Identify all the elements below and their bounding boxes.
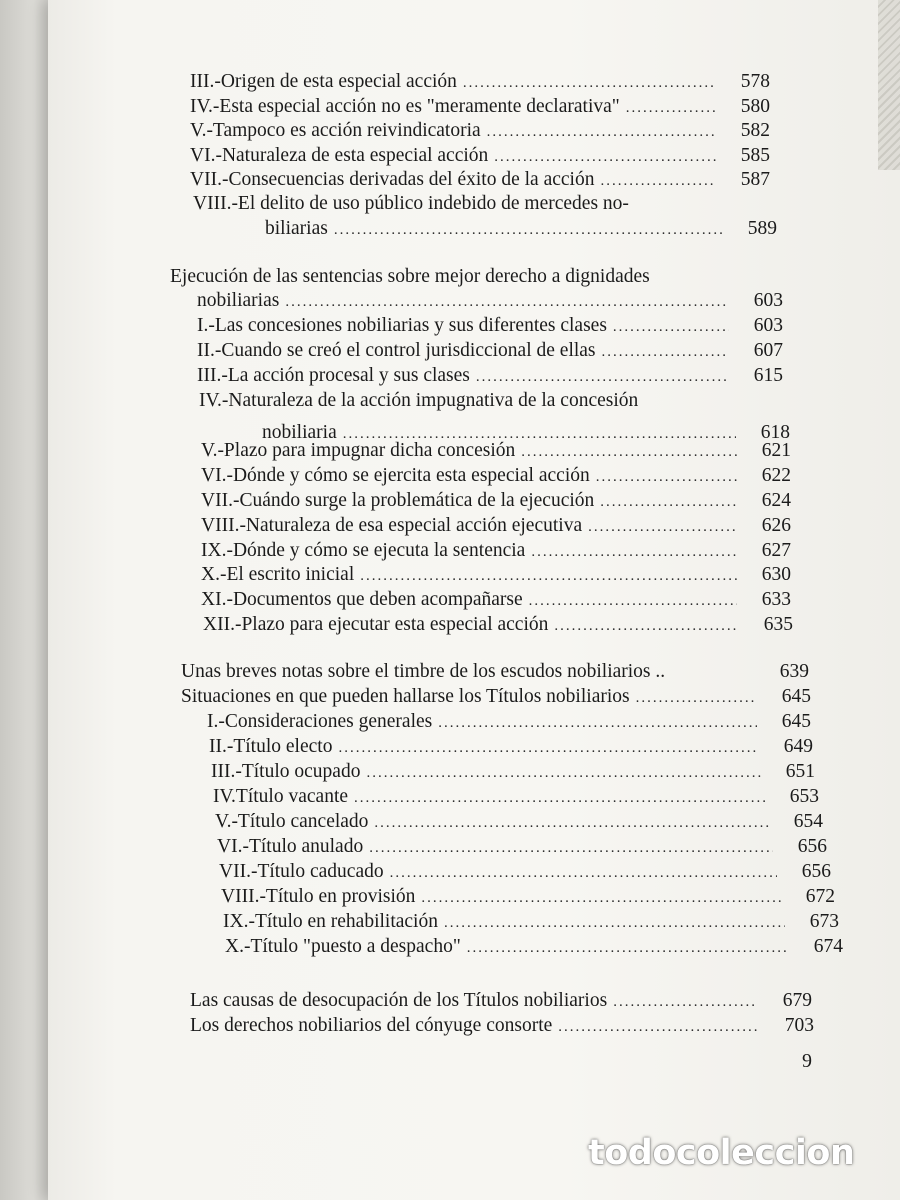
toc-entry-title: III.-Título ocupado — [211, 761, 361, 782]
toc-entry — [209, 734, 813, 760]
toc-entry-page: 621 — [761, 440, 791, 461]
toc-entry — [201, 438, 791, 464]
toc-entry-title: X.-El escrito inicial — [201, 564, 355, 585]
leader-dots — [438, 710, 757, 736]
leader-dots — [463, 70, 716, 96]
toc-entry-page: 630 — [761, 564, 791, 585]
leader-dots — [613, 314, 729, 340]
toc-entry-page: 626 — [761, 515, 791, 536]
toc-entry-page: 654 — [793, 811, 823, 832]
toc-section-heading — [181, 659, 809, 685]
toc-entry-page: 639 — [779, 661, 809, 682]
leader-dots — [602, 339, 729, 365]
toc-entry-page: 673 — [809, 911, 839, 932]
toc-entry-title: X.-Título "puesto a despacho" — [225, 936, 461, 957]
toc-entry — [197, 363, 783, 389]
toc-entry-title: Unas breves notas sobre el timbre de los escudos nobiliarios .. — [181, 661, 666, 682]
toc-entry — [201, 488, 791, 514]
toc-entry — [201, 562, 791, 588]
toc-entry — [265, 216, 777, 242]
toc-entry — [190, 94, 770, 120]
leader-dots — [444, 910, 785, 936]
leader-dots — [354, 785, 765, 811]
toc-entry — [215, 809, 823, 835]
toc-entry — [197, 338, 783, 364]
leader-dots — [366, 760, 761, 786]
leader-dots — [600, 489, 737, 515]
toc-entry-title: I.-Consideraciones generales — [207, 711, 433, 732]
toc-entry-page: 651 — [785, 761, 815, 782]
toc-entry-title: Las causas de desocupación de los Títulos nobiliarios — [190, 990, 608, 1011]
toc-entry-page: 703 — [784, 1015, 814, 1036]
toc-entry-title: Ejecución de las sentencias sobre mejor derecho a dignidades — [170, 266, 650, 287]
toc-entry — [219, 859, 831, 885]
toc-section-heading — [190, 988, 812, 1014]
toc-entry-title: VII.-Consecuencias derivadas del éxito de la acción — [190, 169, 595, 190]
toc-entry — [197, 313, 783, 339]
toc-entry-page: 672 — [805, 886, 835, 907]
toc-section-heading — [170, 264, 770, 290]
watermark-logo: todocoleccion — [588, 1133, 855, 1173]
leader-dots — [613, 989, 758, 1015]
toc-entry-page: 580 — [740, 96, 770, 117]
page-number: 9 — [802, 1050, 812, 1072]
toc-entry-page: 589 — [747, 218, 777, 239]
toc-entry — [190, 118, 770, 144]
toc-entry-title: V.-Plazo para impugnar dicha concesión — [201, 440, 516, 461]
toc-entry-title: V.-Título cancelado — [215, 811, 369, 832]
toc-entry-page: 618 — [760, 422, 790, 443]
toc-entry-title: IV.Título vacante — [213, 786, 349, 807]
toc-entry — [190, 143, 770, 169]
toc-section-heading — [190, 1013, 814, 1039]
toc-entry-title: VI.-Título anulado — [217, 836, 364, 857]
toc-entry-page: 635 — [763, 614, 793, 635]
toc-entry-page: 622 — [761, 465, 791, 486]
toc-entry-page: 645 — [781, 686, 811, 707]
toc-entry-title: nobiliaria — [262, 422, 337, 443]
toc-entry — [217, 834, 827, 860]
toc-entry-page: 603 — [753, 290, 783, 311]
toc-entry-title: VI.-Dónde y cómo se ejercita esta especial acción — [201, 465, 590, 486]
toc-entry-page: 645 — [781, 711, 811, 732]
toc-entry-page: 624 — [761, 490, 791, 511]
toc-entry — [201, 463, 791, 489]
toc-entry — [193, 191, 773, 217]
leader-dots — [521, 439, 737, 465]
toc-entry-page: 578 — [740, 71, 770, 92]
leader-dots — [285, 289, 729, 315]
toc-entry-title: VIII.-Título en provisión — [221, 886, 416, 907]
toc-entry — [207, 709, 811, 735]
leader-dots — [390, 860, 777, 886]
toc-entry-title: VIII.-Naturaleza de esa especial acción ejecutiva — [201, 515, 583, 536]
toc-entry-title: Situaciones en que pueden hallarse los Títulos nobiliarios — [181, 686, 630, 707]
toc-entry — [190, 167, 770, 193]
toc-entry-page: 656 — [797, 836, 827, 857]
toc-entry — [190, 69, 770, 95]
leader-dots — [467, 935, 789, 961]
toc-entry — [223, 909, 839, 935]
toc-entry-title: VIII.-El delito de uso público indebido de mercedes no- — [193, 193, 629, 214]
toc-section-heading — [181, 684, 811, 710]
toc-entry — [197, 288, 783, 314]
toc-entry — [201, 587, 791, 613]
toc-entry-page: 582 — [740, 120, 770, 141]
toc-entry-title: XII.-Plazo para ejecutar esta especial acción — [203, 614, 549, 635]
toc-entry-page: 653 — [789, 786, 819, 807]
leader-dots — [588, 514, 737, 540]
toc-entry-title: III.-La acción procesal y sus clases — [197, 365, 470, 386]
toc-entry-page: 603 — [753, 315, 783, 336]
toc-entry-page: 587 — [740, 169, 770, 190]
toc-entry-title: II.-Cuando se creó el control jurisdiccional de ellas — [197, 340, 596, 361]
leader-dots — [596, 464, 737, 490]
leader-dots — [487, 119, 716, 145]
leader-dots — [476, 364, 729, 390]
toc-entry-page: 585 — [740, 145, 770, 166]
toc-entry — [199, 388, 785, 414]
leader-dots — [421, 885, 781, 911]
toc-entry-title: IV.-Esta especial acción no es "meramente declarativa" — [190, 96, 620, 117]
toc-entry-title: biliarias — [265, 218, 328, 239]
toc-entry-title: V.-Tampoco es acción reivindicatoria — [190, 120, 481, 141]
leader-dots — [338, 735, 759, 761]
toc-entry-page: 656 — [801, 861, 831, 882]
toc-entry — [201, 538, 791, 564]
toc-entry — [221, 884, 835, 910]
toc-entry-title: nobiliarias — [197, 290, 280, 311]
toc-entry-page: 607 — [753, 340, 783, 361]
toc-entry-title: VI.-Naturaleza de esta especial acción — [190, 145, 489, 166]
leader-dots — [558, 1014, 760, 1040]
toc-entry-title: II.-Título electo — [209, 736, 333, 757]
toc-entry-page: 679 — [782, 990, 812, 1011]
toc-entry-page: 627 — [761, 540, 791, 561]
toc-entry-title: XI.-Documentos que deben acompañarse — [201, 589, 523, 610]
toc-entry-title: Los derechos nobiliarios del cónyuge consorte — [190, 1015, 553, 1036]
toc-entry-title: IX.-Dónde y cómo se ejecuta la sentencia — [201, 540, 526, 561]
leader-dots — [529, 588, 737, 614]
toc-entry-page: 674 — [813, 936, 843, 957]
toc-entry-page: 649 — [783, 736, 813, 757]
toc-entry-page: 615 — [753, 365, 783, 386]
toc-entry — [201, 513, 791, 539]
toc-entry — [211, 759, 815, 785]
leader-dots — [369, 835, 773, 861]
leader-dots — [554, 613, 739, 639]
toc-entry-title: I.-Las concesiones nobiliarias y sus diferentes clases — [197, 315, 607, 336]
toc-entry-title: III.-Origen de esta especial acción — [190, 71, 457, 92]
toc-entry — [225, 934, 843, 960]
leader-dots — [334, 217, 723, 243]
toc-entry-page: 633 — [761, 589, 791, 610]
toc-entry-title: VII.-Título caducado — [219, 861, 384, 882]
leader-dots — [636, 685, 757, 711]
leader-dots — [360, 563, 737, 589]
toc-entry — [213, 784, 819, 810]
toc-entry-title: VII.-Cuándo surge la problemática de la ejecución — [201, 490, 595, 511]
leader-dots — [374, 810, 769, 836]
toc-entry-title: IX.-Título en rehabilitación — [223, 911, 438, 932]
toc-entry-title: IV.-Naturaleza de la acción impugnativa de la concesión — [199, 390, 639, 411]
toc-entry — [203, 612, 793, 638]
